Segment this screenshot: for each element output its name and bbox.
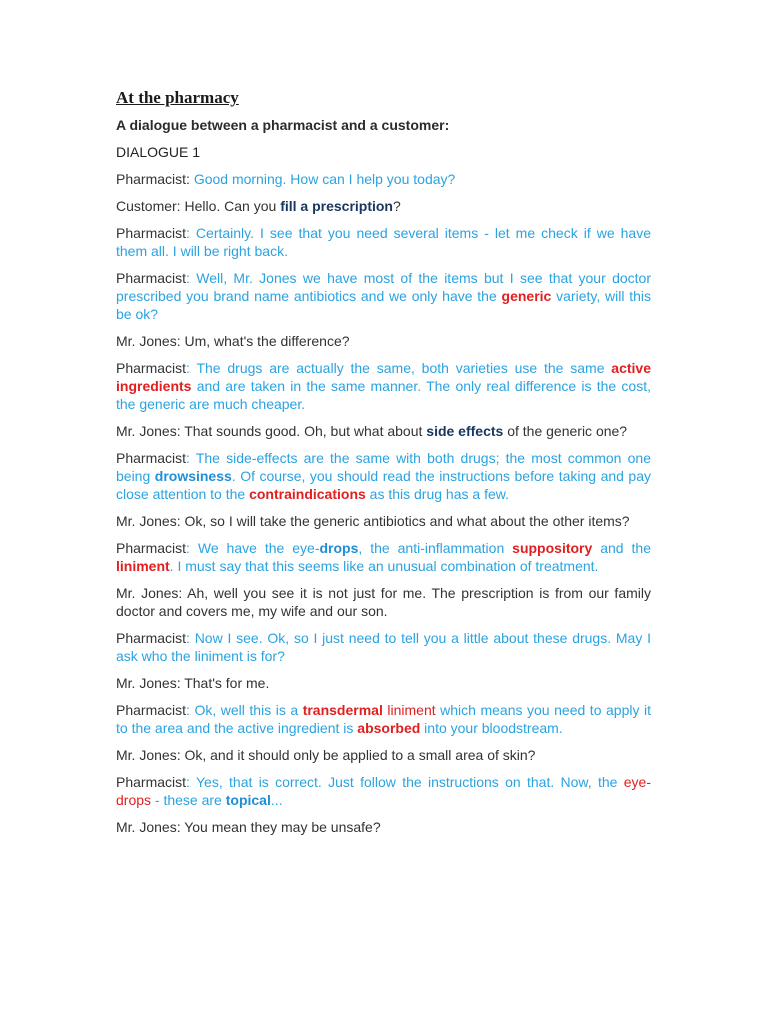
dialogue-segment: Pharmacist bbox=[116, 774, 187, 790]
dialogue-segment: eye-drops bbox=[116, 774, 651, 808]
dialogue-segment: active ingredients bbox=[116, 360, 651, 394]
dialogue-line bbox=[116, 449, 651, 503]
dialogue-segment: , the anti-inflammation bbox=[358, 540, 513, 556]
dialogue-segment: suppository bbox=[512, 540, 593, 556]
dialogue-segment: which means you need to apply it to the area and the active ingredient is bbox=[116, 702, 652, 736]
dialogue-line bbox=[116, 584, 651, 620]
dialogue-segment: : We have the eye- bbox=[186, 540, 320, 556]
dialogue-segment: and the bbox=[592, 540, 652, 556]
dialogue-segment: liniment bbox=[382, 702, 436, 718]
dialogue-segment: Mr. Jones: Ok, so I will take the generic antibiotics and what about the other items? bbox=[116, 513, 630, 529]
dialogue-line bbox=[116, 629, 651, 665]
dialogue-segment: Pharmacist: bbox=[116, 171, 194, 187]
dialogue-segment: ? bbox=[393, 198, 401, 214]
dialogue-line bbox=[116, 773, 651, 809]
dialogue-segment: topical bbox=[225, 792, 271, 808]
dialogue-segment: generic bbox=[501, 288, 552, 304]
dialogue-segment: absorbed bbox=[357, 720, 421, 736]
dialogue-segment: Pharmacist bbox=[116, 450, 187, 466]
dialogue-segment: Mr. Jones: Ok, and it should only be applied to a small area of skin? bbox=[116, 747, 536, 763]
dialogue-segment: drops bbox=[319, 540, 359, 556]
dialogue-body bbox=[116, 170, 651, 845]
dialogue-segment: Customer: Hello. Can you bbox=[116, 198, 281, 214]
dialogue-segment: Pharmacist bbox=[116, 225, 187, 241]
dialogue-segment: fill a prescription bbox=[280, 198, 393, 214]
dialogue-segment: ... bbox=[270, 792, 283, 808]
dialogue-line bbox=[116, 224, 651, 260]
dialogue-line bbox=[116, 197, 651, 215]
dialogue-segment: : Well, Mr. Jones we have most of the items but I see that your doctor prescribed you brand name antibiotics and we only have the bbox=[116, 270, 651, 304]
dialogue-segment: : Ok, well this is a bbox=[186, 702, 303, 718]
dialogue-segment: Pharmacist bbox=[116, 360, 187, 376]
dialogue-line bbox=[116, 332, 651, 350]
dialogue-segment: : Certainly. I see that you need several items - let me check if we have them all. I will be right back. bbox=[116, 225, 651, 259]
dialogue-segment: into your bloodstream. bbox=[420, 720, 563, 736]
dialogue-segment: Mr. Jones: You mean they may be unsafe? bbox=[116, 819, 381, 835]
dialogue-segment: : The side-effects are the same with both drugs; the most common one being bbox=[116, 450, 651, 484]
dialogue-segment: Pharmacist bbox=[116, 540, 187, 556]
document-subtitle: A dialogue between a pharmacist and a customer: bbox=[116, 117, 450, 133]
dialogue-heading: DIALOGUE 1 bbox=[116, 144, 201, 160]
dialogue-line bbox=[116, 539, 651, 575]
dialogue-line bbox=[116, 701, 651, 737]
dialogue-segment: : Yes, that is correct. Just follow the instructions on that. Now, the bbox=[186, 774, 624, 790]
dialogue-segment: as this drug has a few. bbox=[365, 486, 509, 502]
dialogue-line bbox=[116, 269, 651, 323]
dialogue-segment: side effects bbox=[426, 423, 504, 439]
dialogue-segment: Mr. Jones: That's for me. bbox=[116, 675, 270, 691]
dialogue-line bbox=[116, 170, 651, 188]
dialogue-segment: - these are bbox=[151, 792, 226, 808]
dialogue-segment: : Now I see. Ok, so I just need to tell you a little about these drugs. May I ask who the liniment is for? bbox=[116, 630, 651, 664]
dialogue-segment: Pharmacist bbox=[116, 630, 187, 646]
dialogue-segment: . Of course, you should read the instructions before taking and pay close attention to the bbox=[116, 468, 651, 502]
dialogue-segment: variety, will this be ok? bbox=[116, 288, 651, 322]
dialogue-segment: Mr. Jones: Um, what's the difference? bbox=[116, 333, 350, 349]
dialogue-line bbox=[116, 359, 651, 413]
dialogue-segment: . I must say that this seems like an unusual combination of treatment. bbox=[169, 558, 599, 574]
dialogue-segment: and are taken in the same manner. The only real difference is the cost, the generic are much cheaper. bbox=[116, 378, 651, 412]
dialogue-line bbox=[116, 422, 651, 440]
dialogue-segment: transdermal bbox=[302, 702, 383, 718]
dialogue-segment: contraindications bbox=[249, 486, 366, 502]
dialogue-line bbox=[116, 512, 651, 530]
dialogue-segment: Pharmacist bbox=[116, 270, 187, 286]
dialogue-line bbox=[116, 818, 651, 836]
document-title: At the pharmacy bbox=[116, 88, 239, 107]
dialogue-segment: drowsiness bbox=[154, 468, 232, 484]
dialogue-segment: Mr. Jones: That sounds good. Oh, but what about bbox=[116, 423, 427, 439]
dialogue-segment: Good morning. How can I help you today? bbox=[193, 171, 456, 187]
dialogue-line bbox=[116, 746, 651, 764]
dialogue-segment: of the generic one? bbox=[503, 423, 628, 439]
dialogue-segment: liniment bbox=[116, 558, 170, 574]
dialogue-line bbox=[116, 674, 651, 692]
dialogue-segment: Pharmacist bbox=[116, 702, 187, 718]
dialogue-segment: : The drugs are actually the same, both varieties use the same bbox=[186, 360, 612, 376]
dialogue-segment: Mr. Jones: Ah, well you see it is not just for me. The prescription is from our family doctor and covers me, my wife and our son. bbox=[116, 585, 651, 619]
